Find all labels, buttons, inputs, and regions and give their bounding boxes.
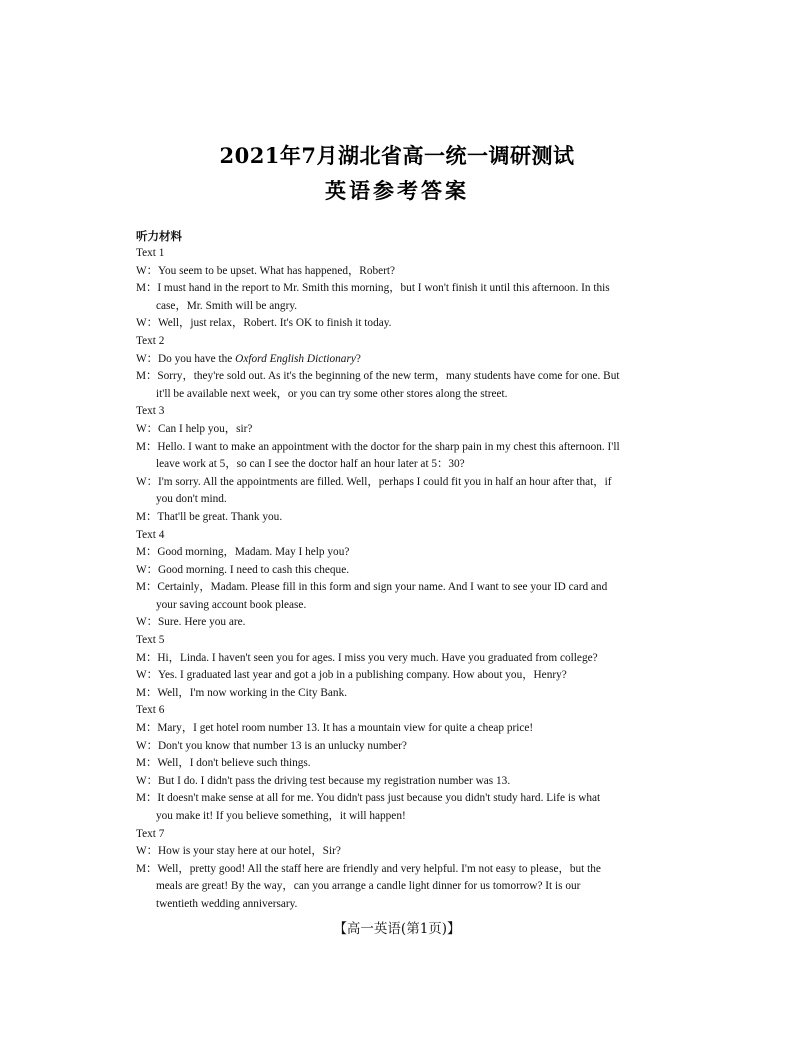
section-label: 听力材料 — [136, 229, 182, 243]
page-footer: 【高一英语(第1页)】 — [333, 921, 461, 937]
speaker-label: W： — [136, 352, 158, 365]
speaker-label: M： — [136, 651, 158, 664]
dialogue-line — [136, 773, 660, 791]
dialogue-line — [136, 562, 660, 580]
dialogue-line — [136, 738, 660, 756]
dialogue-continuation: twentieth wedding anniversary. — [156, 897, 298, 910]
dialogue-line — [136, 474, 660, 492]
dialogue-line — [136, 280, 660, 298]
dialogue-text: That'll be great. Thank you. — [157, 510, 283, 523]
speaker-label: M： — [136, 686, 158, 699]
dialogue-text: How is your stay here at our hotel，Sir? — [157, 845, 341, 858]
dialogue-text — [158, 351, 660, 369]
dialogue-text: Hi，Linda. I haven't seen you for ages. I miss you very much. Have you graduated from college? — [157, 651, 598, 664]
text-heading: Text 6 — [136, 704, 165, 717]
dialogue-line — [136, 614, 660, 632]
dialogue-line — [136, 667, 660, 685]
dialogue-text: Certainly，Madam. Please fill in this form and sign your name. And I want to see your ID card and — [157, 581, 608, 594]
dialogue-text-part: ? — [355, 352, 361, 365]
dialogue-text-part: Do you have the — [157, 352, 236, 365]
speaker-label: M： — [136, 440, 158, 453]
speaker-label: W： — [136, 616, 158, 629]
text-heading: Text 3 — [136, 405, 165, 418]
speaker-label: W： — [136, 422, 158, 435]
dialogue-continuation: meals are great! By the way，can you arrange a candle light dinner for us tomorrow? It is our — [156, 880, 581, 893]
speaker-label: M： — [136, 581, 158, 594]
speaker-label: M： — [136, 370, 158, 383]
text-heading: Text 1 — [136, 247, 165, 259]
dialogue-text: Well，I'm now working in the City Bank. — [157, 686, 348, 699]
speaker-label: M： — [136, 862, 158, 875]
dialogue-text: Well，pretty good! All the staff here are friendly and very helpful. I'm not easy to please，but the — [157, 862, 601, 875]
dialogue-line — [136, 351, 660, 369]
dialogue-text: Can I help you，sir? — [157, 422, 253, 435]
dialogue-text: Sorry，they're sold out. As it's the beginning of the new term，many students have come for one. But — [157, 370, 620, 383]
dialogue-text: Mary，I get hotel room number 13. It has a mountain view for quite a cheap price! — [157, 722, 534, 735]
dialogue-line — [136, 843, 660, 861]
text-heading: Text 5 — [136, 634, 165, 647]
dialogue-text: You seem to be upset. What has happened，Robert? — [157, 264, 396, 277]
dialogue-line — [136, 368, 660, 386]
speaker-label: W： — [136, 845, 158, 858]
dialogue-text: Well，I don't believe such things. — [157, 757, 311, 770]
speaker-label: M： — [136, 757, 158, 770]
speaker-label: W： — [136, 317, 158, 330]
book-title: Oxford English Dictionary — [235, 352, 356, 365]
speaker-label: W： — [136, 774, 158, 787]
dialogue-text: Well，just relax，Robert. It's OK to finish it today. — [157, 317, 392, 330]
dialogue-continuation: case，Mr. Smith will be angry. — [156, 299, 298, 312]
dialogue-line — [136, 544, 660, 562]
dialogue-line — [136, 439, 660, 457]
dialogue-line — [136, 685, 660, 703]
dialogue-text: Sure. Here you are. — [157, 616, 246, 629]
dialogue-text: Don't you know that number 13 is an unlucky number? — [157, 739, 407, 752]
transcript-body — [136, 245, 660, 914]
text-heading: Text 7 — [136, 827, 165, 840]
dialogue-text: But I do. I didn't pass the driving test because my registration number was 13. — [157, 774, 511, 787]
dialogue-continuation: you make it! If you believe something，it will happen! — [156, 810, 406, 822]
dialogue-text: I'm sorry. All the appointments are filled. Well，perhaps I could fit you in half an hour after that，if — [157, 475, 612, 488]
dialogue-continuation: it'll be available next week，or you can try some other stores along the street. — [156, 387, 508, 400]
dialogue-continuation: leave work at 5，so can I see the doctor half an hour later at 5：30? — [156, 458, 465, 471]
dialogue-text: I must hand in the report to Mr. Smith this morning，but I won't finish it until this afternoon. In this — [157, 282, 610, 295]
document-title: 2021年7月湖北省高一统一调研测试 — [219, 143, 575, 168]
dialogue-continuation: your saving account book please. — [156, 598, 307, 611]
speaker-label: W： — [136, 669, 158, 682]
text-heading: Text 4 — [136, 528, 165, 541]
dialogue-line — [136, 720, 660, 738]
speaker-label: W： — [136, 739, 158, 752]
dialogue-text: Good morning. I need to cash this cheque. — [157, 563, 350, 576]
dialogue-text: Yes. I graduated last year and got a job in a publishing company. How about you，Henry? — [157, 669, 567, 682]
speaker-label: M： — [136, 792, 158, 805]
dialogue-text: Good morning，Madam. May I help you? — [157, 546, 350, 559]
speaker-label: W： — [136, 264, 158, 277]
dialogue-line — [136, 650, 660, 668]
dialogue-text: It doesn't make sense at all for me. You didn't pass just because you didn't study hard. Life is what — [157, 792, 601, 805]
speaker-label: M： — [136, 510, 158, 523]
dialogue-line — [136, 421, 660, 439]
dialogue-line — [136, 315, 660, 333]
speaker-label: M： — [136, 722, 158, 735]
document-subtitle: 英语参考答案 — [325, 178, 469, 203]
dialogue-line — [136, 861, 660, 879]
dialogue-line — [136, 263, 660, 281]
dialogue-line — [136, 509, 660, 527]
speaker-label: W： — [136, 475, 158, 488]
dialogue-line — [136, 579, 660, 597]
speaker-label: W： — [136, 563, 158, 576]
dialogue-continuation: you don't mind. — [156, 493, 227, 506]
dialogue-line — [136, 755, 660, 773]
text-heading: Text 2 — [136, 334, 165, 347]
dialogue-text: Hello. I want to make an appointment with the doctor for the sharp pain in my chest this afternoon. I'll — [157, 440, 620, 453]
dialogue-line — [136, 790, 660, 808]
speaker-label: M： — [136, 282, 158, 295]
speaker-label: M： — [136, 546, 158, 559]
